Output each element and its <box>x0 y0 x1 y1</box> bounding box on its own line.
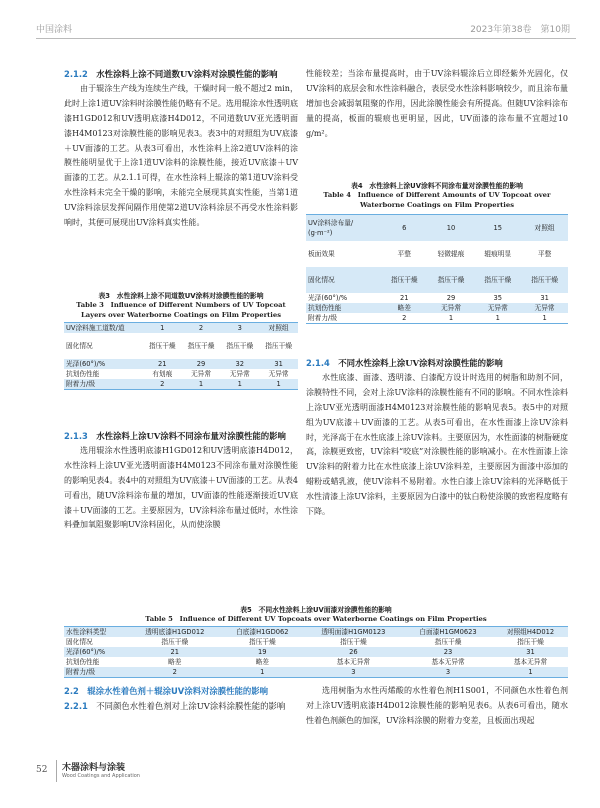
page-number: 52 <box>36 765 48 775</box>
section-2-1-4 <box>306 356 568 520</box>
table-row: 固化情况 指压干燥 指压干燥 指压干燥 指压干燥 指压干燥 <box>64 637 568 647</box>
table-row: 光泽(60°)/% 21 29 32 31 <box>64 359 298 369</box>
bottom-right-column <box>306 684 568 729</box>
table-row: UV涂料施工道数/道 1 2 3 对照组 <box>64 323 298 334</box>
table-5 <box>64 604 568 678</box>
table-row: UV涂料涂布量/ (g·m⁻²) 6 10 15 对照组 <box>306 215 568 241</box>
section-2-1-2-body: 由于辊涂生产线为连续生产线，干燥时间一般不超过2 min，此时上涂1道UV涂料时涂膜性能仍略有不足。选用辊涂水性透明底漆H1GD012和UV透明底漆H4D012，不同道数UV亚光透明面漆H4M0123对涂膜性能的影响见表3。表3中的对照组为UV底漆＋UV面漆的工艺。从表3可看出，水性涂料上涂2道UV涂料的涂膜性能明显优于上涂1道UV涂料的涂膜性能，接近UV底漆＋UV面漆的工艺。从2.1.1可得，在水性涂料上辊涂的第1道UV涂料受水性涂料未完全干燥的影响，未能完全展现其真实性能，当第1道UV涂料涂层发挥间隔作用使第2道UV涂料涂层不再受水性涂料影响时，其便可展现出UV涂料真实性能。 <box>64 83 298 228</box>
right-column-top <box>306 67 568 142</box>
section-2-2-1-body: 选用树脂为水性丙烯酸的水性着色剂H1S001，不同颜色水性着色剂对上涂UV透明底漆H4D012涂膜性能的影响见表6。从表6可看出，随水性着色剂颜色的加深，UV涂料涂膜的附着力变差，且板面出现起 <box>306 686 568 725</box>
table-row: 抗划伤性能 有划痕 无异常 无异常 无异常 <box>64 369 298 379</box>
table-row: 附着力/级 2 1 1 1 <box>64 379 298 390</box>
section-2-2-title: 2.2 辊涂水性着色剂＋辊涂UV涂料对涂膜性能的影响 <box>64 686 268 696</box>
footer-journal-en: Wood Coatings and Application <box>62 773 140 779</box>
table-4-grid <box>306 214 568 324</box>
table-4-title-en: Table 4 Influence of Different Amounts of UV Topcoat over Waterborne Coatings on Film Properties <box>323 191 551 209</box>
table-row: 光泽(60°)/% 21 19 26 23 31 <box>64 647 568 657</box>
table-3-title-zh: 表3 水性涂料上涂不同道数UV涂料对涂膜性能的影响 <box>98 292 264 300</box>
right-top-body: 性能较差；当涂布量提高时，由于UV涂料辊涂后立即经紫外光固化，仅UV涂料的底层会和水性涂料融合，表层受水性涂料影响较少，而且涂布量增加也会减弱氧阻聚的作用，因此涂膜性能会有所提高。但随UV涂料涂布量的提高，板面的辊痕也更明显，因此，UV面漆的涂布量不宜超过10 g/m²。 <box>306 69 568 138</box>
table-row: 抗划伤性能 略差 无异常 无异常 无异常 <box>306 303 568 313</box>
table-3 <box>64 290 298 390</box>
section-2-2 <box>64 684 298 714</box>
footer-journal-zh: 木器涂料与涂装 <box>62 763 126 773</box>
section-2-1-4-body: 水性底漆、面漆、透明漆、白漆配方设计时选用的树脂和助剂不同，涂膜特性不同，会对上涂UV涂料的涂膜性能有不同的影响。不同水性涂料上涂UV亚光透明面漆H4M0123对涂膜性能的影响见表5。表5中的对照组为UV底漆＋UV面漆的工艺。从表5可看出，在水性面漆上涂UV涂料时，光泽高于在水性底漆上涂UV涂料。主要原因为，水性面漆的树脂硬度高，涂膜更致密，UV涂料“咬底”对涂膜性能的影响减小。在水性面漆上涂UV涂料的附着力比在水性底漆上涂UV涂料差，主要原因为面漆中添加的蜡粉或蜡乳液，使UV涂料不易附着。水性白漆上涂UV涂料的光泽略低于水性清漆上涂UV涂料，主要原因为白漆中的钛白粉使涂膜的致密程度略有下降。 <box>306 372 568 517</box>
journal-name: 中国涂料 <box>36 25 73 35</box>
header-rule <box>36 38 576 39</box>
issue-info: 2023年第38卷 第10期 <box>470 25 570 35</box>
left-column <box>64 67 298 231</box>
table-row: 附着力/级 2 1 3 3 1 <box>64 667 568 678</box>
section-2-2-1-title: 2.2.1 不同颜色水性着色剂对上涂UV涂料涂膜性能的影响 <box>64 700 286 711</box>
table-row: 光泽(60°)/% 21 29 35 31 <box>306 293 568 303</box>
table-4 <box>306 180 568 324</box>
section-2-1-3-title: 2.1.3 水性涂料上涂UV涂料不同涂布量对涂膜性能的影响 <box>64 431 286 441</box>
table-row: 板面效果 平整 轻微辊痕 辊痕明显 平整 <box>306 241 568 267</box>
section-2-1-3-body: 选用辊涂水性透明底漆H1GD012和UV透明底漆H4D012，水性涂料上涂UV亚光透明面漆H4M0123不同涂布量对涂膜性能的影响见表4。表4中的对照组为UV底漆＋UV面漆的工艺。从表4可看出，随UV涂料涂布量的增加，UV面漆的性能逐渐接近UV底漆＋UV面漆的工艺。主要原因为，UV涂料涂布量过低时，水性涂料叠加氧阻聚影响UV涂料固化，从而使涂膜 <box>64 445 298 530</box>
table-row: 固化情况 指压干燥 指压干燥 指压干燥 指压干燥 <box>306 267 568 293</box>
table-row: 水性涂料类型 透明底漆H1GD012 白底漆H1GD062 透明面漆H1GM0123 白面漆H1GM0623 对照组H4D012 <box>64 627 568 638</box>
section-2-1-3 <box>64 429 298 533</box>
section-2-1-2-title: 2.1.2 水性涂料上涂不同道数UV涂料对涂膜性能的影响 <box>64 69 278 79</box>
section-2-1-4-title: 2.1.4 不同水性涂料上涂UV涂料对涂膜性能的影响 <box>306 358 503 368</box>
table-row: 抗划伤性能 略差 略差 基本无异常 基本无异常 基本无异常 <box>64 657 568 667</box>
table-row: 固化情况 指压干燥 指压干燥 指压干燥 指压干燥 <box>64 333 298 359</box>
table-5-grid <box>64 626 568 678</box>
table-3-title-en: Table 3 Influence of Different Numbers of UV Topcoat Layers over Waterborne Coatings on Film Properties <box>76 301 286 319</box>
table-5-title-zh: 表5 不同水性涂料上涂UV面漆对涂膜性能的影响 <box>240 606 392 614</box>
table-5-title-en: Table 5 Influence of Different UV Topcoats over Waterborne Coatings on Film Properties <box>145 615 487 623</box>
table-3-grid <box>64 322 298 390</box>
footer-divider <box>56 760 57 782</box>
table-row: 附着力/级 2 1 1 1 <box>306 313 568 324</box>
table-4-title-zh: 表4 水性涂料上涂UV涂料不同涂布量对涂膜性能的影响 <box>351 182 523 190</box>
